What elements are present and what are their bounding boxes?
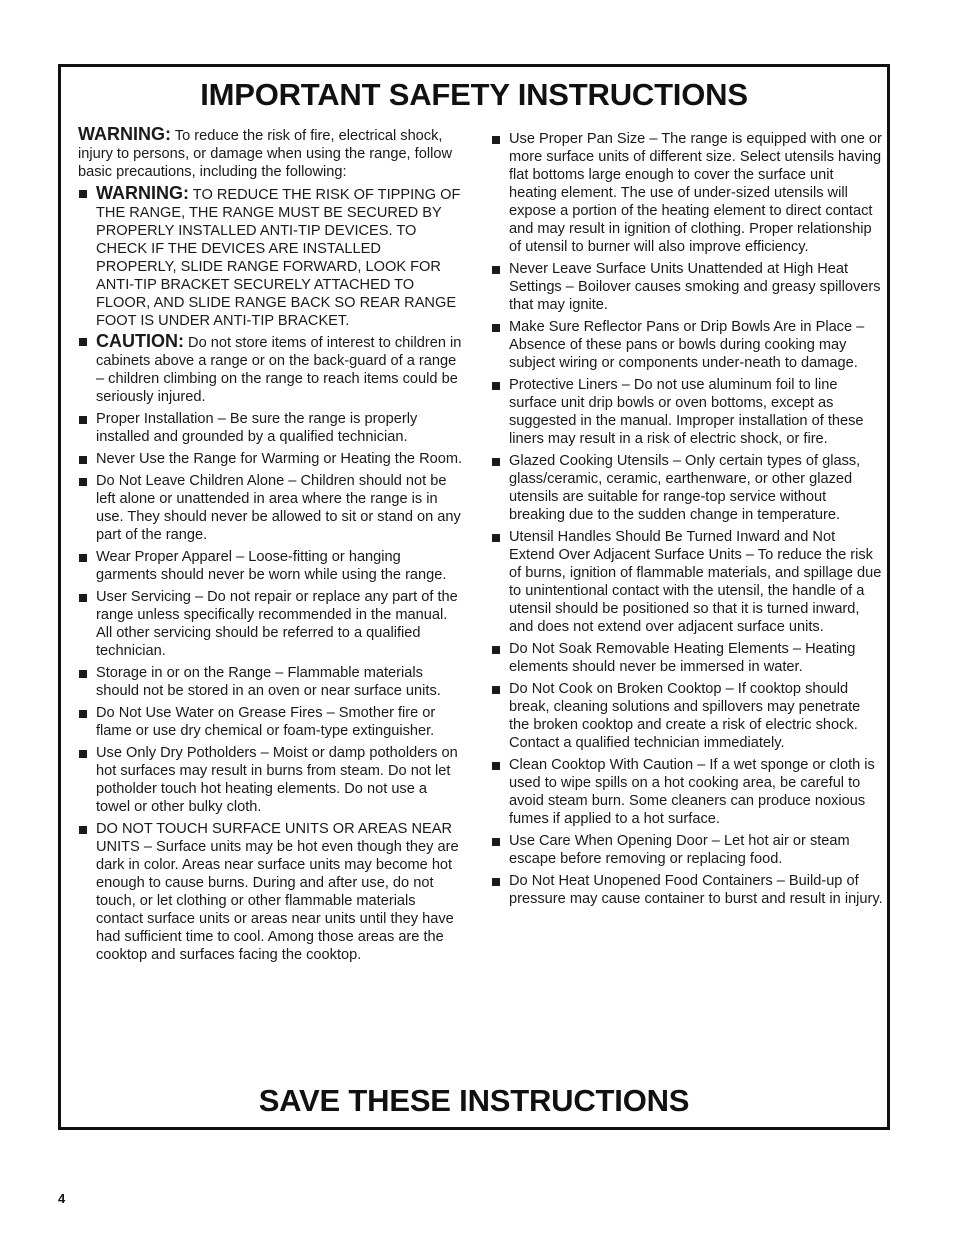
list-item	[78, 704, 463, 740]
square-bullet-icon	[492, 762, 500, 770]
page-title: IMPORTANT SAFETY INSTRUCTIONS	[200, 77, 748, 112]
square-bullet-icon	[492, 324, 500, 332]
list-item	[491, 680, 883, 752]
item-text: Use Care When Opening Door – Let hot air or steam escape before removing or replacing food.	[509, 833, 850, 867]
square-bullet-icon	[79, 710, 87, 718]
square-bullet-icon	[492, 266, 500, 274]
list-item	[78, 472, 463, 544]
square-bullet-icon	[492, 838, 500, 846]
square-bullet-icon	[492, 136, 500, 144]
intro-warning-text: To reduce the risk of fire, electrical shock, injury to persons, or damage when using the range, follow basic precautions, including the following:	[78, 128, 452, 180]
item-text: TO REDUCE THE RISK OF TIPPING OF THE RANGE, THE RANGE MUST BE SECURED BY PROPERLY INSTALLED ANTI-TIP DEVICES. TO CHECK IF THE DEVICES ARE INSTALLED PROPERLY, SLIDE RANGE FORWARD, LOOK FOR ANTI-TIP BRACKET SECURELY ATTACHED TO FLOOR, AND SLIDE RANGE BACK SO REAR RANGE FOOT IS UNDER ANTI-TIP BRACKET.	[96, 187, 461, 329]
list-item	[78, 588, 463, 660]
item-text: Glazed Cooking Utensils – Only certain types of glass, glass/ceramic, ceramic, earthenware, or other glazed utensils are suitable for range-top service without breaking due to the sudden change in temperature.	[509, 453, 861, 523]
square-bullet-icon	[492, 458, 500, 466]
intro-warning-keyword: WARNING:	[78, 124, 171, 144]
item-text: Do Not Heat Unopened Food Containers – Build-up of pressure may cause container to burst and result in injury.	[509, 873, 883, 907]
square-bullet-icon	[79, 190, 87, 198]
list-item	[491, 756, 883, 828]
list-item	[491, 130, 883, 256]
right-instruction-list	[491, 130, 883, 908]
square-bullet-icon	[492, 646, 500, 654]
item-text: Proper Installation – Be sure the range is properly installed and grounded by a qualified technician.	[96, 411, 418, 445]
item-keyword: WARNING:	[96, 183, 189, 203]
item-text: Clean Cooktop With Caution – If a wet sponge or cloth is used to wipe spills on a hot cooking area, be careful to avoid steam burn. Some cleaners can produce noxious fumes if applied to a hot surface.	[509, 757, 875, 827]
list-item	[491, 318, 883, 372]
item-text: Do Not Leave Children Alone – Children should not be left alone or unattended in area where the range is in use. They should never be allowed to sit or stand on any part of the range.	[96, 473, 461, 543]
list-item	[78, 410, 463, 446]
list-item	[78, 184, 463, 330]
item-text: DO NOT TOUCH SURFACE UNITS OR AREAS NEAR UNITS – Surface units may be hot even though they are dark in color. Areas near surface units may become hot enough to cause burns. During and after use, do not touch, or let clothing or other flammable materials contact surface units or areas near units until they have had sufficient time to cool. Among those areas are the cooktop and surfaces facing the cooktop.	[96, 821, 459, 963]
item-text: Utensil Handles Should Be Turned Inward and Not Extend Over Adjacent Surface Units – To reduce the risk of burns, ignition of flammable materials, and spillage due to unintentional contact with the utensil, the handle of a utensil should be positioned so that it is turned inward, and does not extend over adjacent surface units.	[509, 529, 882, 635]
list-item	[78, 332, 463, 406]
square-bullet-icon	[79, 554, 87, 562]
list-item	[491, 376, 883, 448]
page-number: 4	[58, 1191, 66, 1206]
list-item	[491, 528, 883, 636]
list-item	[491, 872, 883, 908]
square-bullet-icon	[79, 338, 87, 346]
item-text: Use Only Dry Potholders – Moist or damp potholders on hot surfaces may result in burns from steam. Do not let potholder touch hot heating elements. Do not use a towel or other bulky cloth.	[96, 745, 458, 815]
item-text: Use Proper Pan Size – The range is equipped with one or more surface units of different size. Select utensils having flat bottoms large enough to cover the surface unit heating element. The use of under-sized utensils will expose a portion of the heating element to direct contact and may result in ignition of clothing. Proper relationship of utensil to burner will also improve efficiency.	[509, 131, 882, 255]
item-text: Never Use the Range for Warming or Heating the Room.	[96, 451, 463, 467]
left-column	[78, 125, 463, 968]
item-text: User Servicing – Do not repair or replace any part of the range unless specifically recommended in the manual. All other servicing should be referred to a qualified technician.	[96, 589, 458, 659]
item-keyword: CAUTION:	[96, 331, 184, 351]
item-text: Wear Proper Apparel – Loose-fitting or hanging garments should never be worn while using the range.	[96, 549, 447, 583]
square-bullet-icon	[79, 826, 87, 834]
list-item	[78, 664, 463, 700]
square-bullet-icon	[79, 594, 87, 602]
list-item	[78, 820, 463, 964]
item-text: Do Not Use Water on Grease Fires – Smother fire or flame or use dry chemical or foam-type extinguisher.	[96, 705, 436, 739]
list-item	[491, 452, 883, 524]
list-item	[491, 640, 883, 676]
square-bullet-icon	[79, 750, 87, 758]
item-text: Protective Liners – Do not use aluminum foil to line surface unit drip bowls or oven bottoms, except as suggested in the manual. Improper installation of these liners may result in a risk of electric shock, or fire.	[509, 377, 864, 447]
list-item	[78, 450, 463, 468]
save-instructions-heading: SAVE THESE INSTRUCTIONS	[258, 1083, 690, 1118]
list-item	[78, 744, 463, 816]
square-bullet-icon	[492, 382, 500, 390]
right-column	[491, 130, 883, 912]
square-bullet-icon	[79, 478, 87, 486]
item-text: Do Not Soak Removable Heating Elements – Heating elements should never be immersed in water.	[509, 641, 856, 675]
list-item	[491, 260, 883, 314]
list-item	[491, 832, 883, 868]
square-bullet-icon	[492, 686, 500, 694]
item-text: Make Sure Reflector Pans or Drip Bowls Are in Place – Absence of these pans or bowls during cooking may subject wiring or components under-neath to damage.	[509, 319, 865, 371]
safety-instructions-box	[58, 64, 890, 1130]
item-text: Storage in or on the Range – Flammable materials should not be stored in an oven or near surface units.	[96, 665, 441, 699]
square-bullet-icon	[492, 878, 500, 886]
square-bullet-icon	[79, 670, 87, 678]
intro-warning	[78, 125, 463, 181]
square-bullet-icon	[492, 534, 500, 542]
square-bullet-icon	[79, 456, 87, 464]
item-text: Never Leave Surface Units Unattended at High Heat Settings – Boilover causes smoking and greasy spillovers that may ignite.	[509, 261, 881, 313]
left-instruction-list	[78, 184, 463, 964]
item-text: Do Not Cook on Broken Cooktop – If cooktop should break, cleaning solutions and spillovers may penetrate the broken cooktop and create a risk of electric shock. Contact a qualified technician immediately.	[509, 681, 861, 751]
square-bullet-icon	[79, 416, 87, 424]
list-item	[78, 548, 463, 584]
item-text: Do not store items of interest to children in cabinets above a range or on the back-guard of a range – children climbing on the range to reach items could be seriously injured.	[96, 335, 462, 405]
